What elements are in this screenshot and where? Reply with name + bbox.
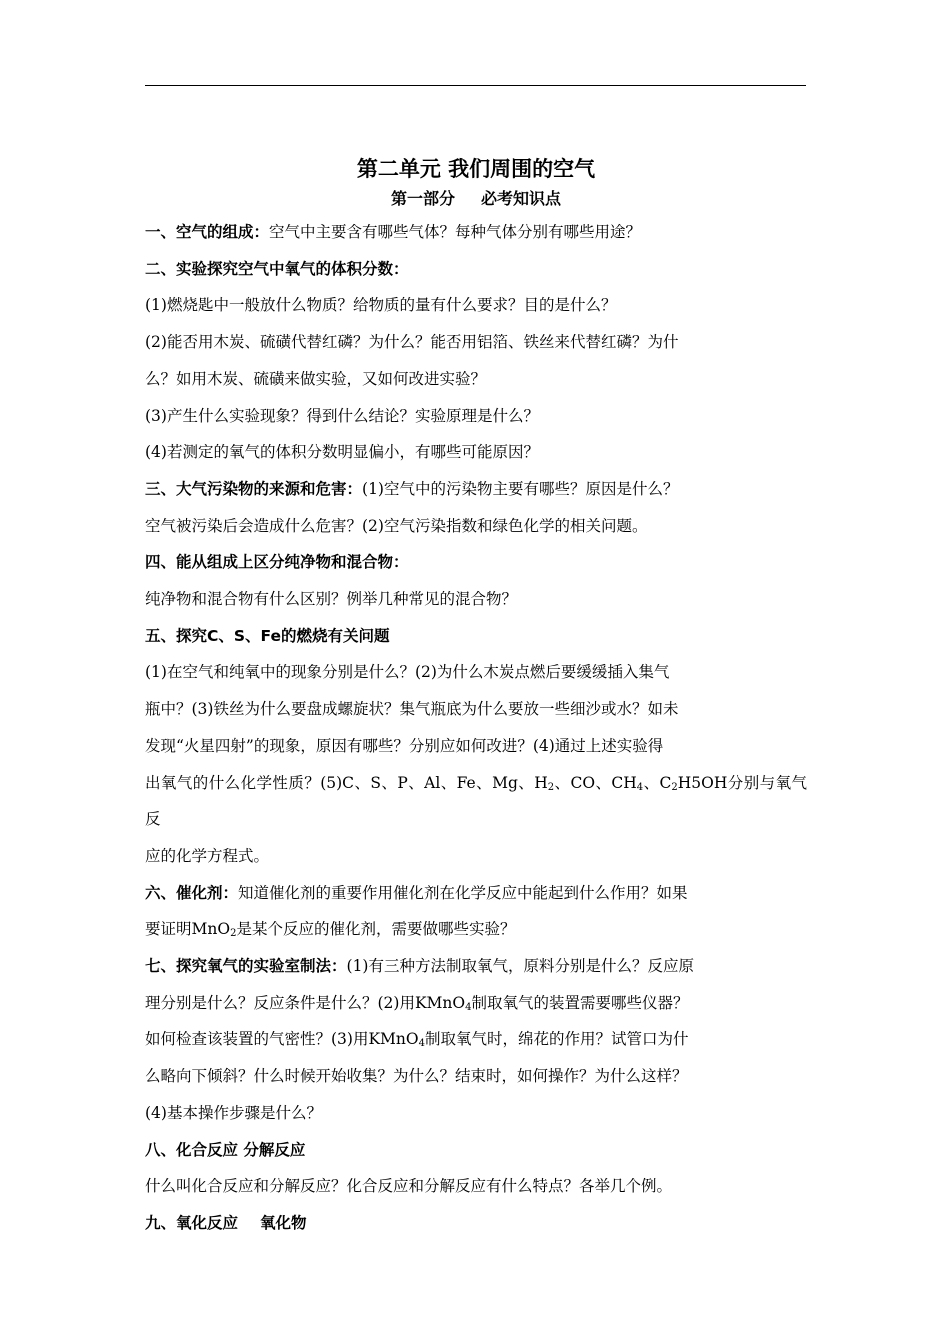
section-9-heading-a: 九、氧化反应 [145,1213,239,1232]
section-3 [145,471,807,544]
section-5-line4-a: 出氧气的什么化学性质？(5)C、S、P、Al、Fe、Mg、H [145,773,548,792]
section-5-line4-d: H5OH分别与氧气反 [145,773,807,829]
section-5-line1: (1)在空气和纯氧中的现象分别是什么？(2)为什么木炭点燃后要缓缓插入集气 [145,663,670,682]
section-6-line1: 知道催化剂的重要作用催化剂在化学反应中能起到什么作用？如果 [238,883,688,902]
section-1-heading: 一、空气的组成： [145,223,270,241]
subscript: 2 [671,781,678,793]
section-7 [145,948,807,1132]
subscript: 4 [418,1038,425,1050]
header-rule [145,85,806,86]
section-3-heading: 三、大气污染物的来源和危害： [145,479,363,498]
subscript: 2 [230,928,237,940]
section-7-line3-a: 如何检查该装置的气密性？(3)用KMnO [145,1030,419,1049]
section-8-heading: 八、化合反应 分解反应 [145,1140,306,1159]
subscript: 4 [465,1001,472,1013]
section-2-q3: (3)产生什么实验现象？得到什么结论？实验原理是什么？ [145,406,539,425]
section-7-line2-a: 理分别是什么？反应条件是什么？(2)用KMnO [145,993,466,1012]
section-7-line5: (4)基本操作步骤是什么？ [145,1103,322,1122]
section-5-line4-c: 、C [643,773,672,792]
section-5-line2: 瓶中？(3)铁丝为什么要盘成螺旋状？集气瓶底为什么要放一些细沙或水？如未 [145,700,679,719]
section-5-line3: 发现“火星四射”的现象，原因有哪些？分别应如何改进？(4)通过上述实验得 [145,736,664,755]
document-body [145,150,807,1242]
section-2-q1: (1)燃烧匙中一般放什么物质？给物质的量有什么要求？目的是什么？ [145,296,617,315]
subtitle-part: 第一部分 [390,189,455,208]
subscript: 4 [636,781,644,793]
section-2-q2-line2: 么？如用木炭、硫磺来做实验，又如何改进实验？ [145,369,487,388]
section-6 [145,875,807,948]
section-3-text-a: (1)空气中的污染物主要有哪些？原因是什么？ [362,479,679,498]
section-7-heading: 七、探究氧气的实验室制法： [145,957,347,976]
section-7-line1: (1)有三种方法制取氧气，原料分别是什么？反应原 [346,957,694,976]
page-title: 第二单元 我们周围的空气 [356,157,596,181]
section-5-line4-b: 、CO、CH [554,773,637,792]
section-9-heading-b: 氧化物 [260,1213,307,1232]
section-7-line4: 么略向下倾斜？什么时候开始收集？为什么？结束时，如何操作？为什么这样？ [145,1067,688,1086]
section-5-heading: 五、探究C、S、Fe的燃烧有关问题 [145,626,390,645]
section-4-heading: 四、能从组成上区分纯净物和混合物： [145,553,409,572]
subscript: 2 [547,781,555,793]
section-2-heading: 二、实验探究空气中氧气的体积分数： [145,259,409,278]
subtitle-name: 必考知识点 [481,189,562,208]
section-2-q2 [145,324,807,397]
section-9-heading [145,1205,807,1242]
section-7-line2-b: 制取氧气的装置需要哪些仪器？ [471,993,689,1012]
section-5-text [145,654,807,874]
section-6-line2-b: 是某个反应的催化剂，需要做哪些实验？ [236,920,516,939]
section-7-line3-b: 制取氧气时，绵花的作用？试管口为什 [424,1030,689,1049]
section-4-text: 纯净物和混合物有什么区别？例举几种常见的混合物？ [145,590,518,609]
section-3-text-b: 空气被污染后会造成什么危害？(2)空气污染指数和绿色化学的相关问题。 [145,516,648,535]
section-2-q4: (4)若测定的氧气的体积分数明显偏小，有哪些可能原因？ [145,443,539,462]
section-5-line5: 应的化学方程式。 [145,846,270,865]
section-6-line2-a: 要证明MnO [145,920,231,939]
section-6-heading: 六、催化剂： [145,883,239,902]
section-5-line4 [145,774,807,829]
section-8-text: 什么叫化合反应和分解反应？化合反应和分解反应有什么特点？各举几个例。 [145,1177,673,1196]
section-1 [145,214,807,251]
section-2-q2-line1: (2)能否用木炭、硫磺代替红磷？为什么？能否用铝箔、铁丝来代替红磷？为什 [145,333,679,352]
page-subtitle [145,184,807,214]
section-1-text: 空气中主要含有哪些气体？每种气体分别有哪些用途？ [269,223,642,241]
